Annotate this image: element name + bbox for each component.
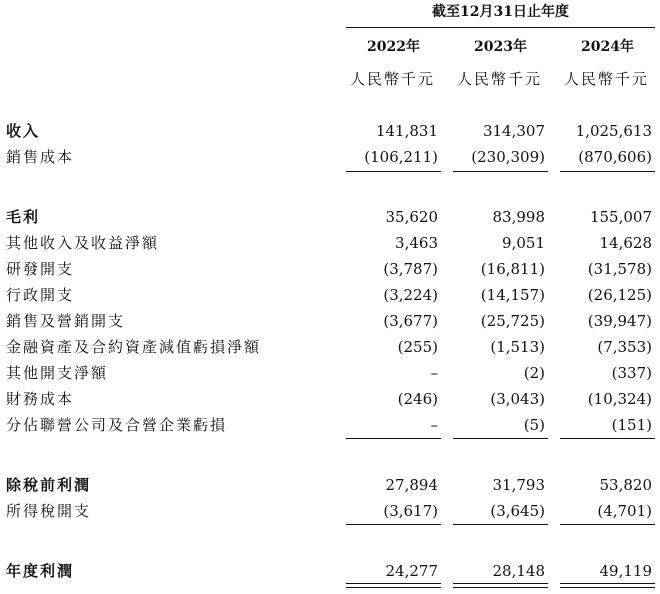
row-label-other-expenses: 其他開支淨額 <box>6 364 109 382</box>
other-income-2023: 9,051 <box>502 234 545 252</box>
subtotal-rule <box>453 171 548 172</box>
row-label-gross-profit: 毛利 <box>6 208 41 226</box>
row-label-selling: 銷售及營銷開支 <box>6 312 126 330</box>
year-2023-header: 2023年 <box>474 39 527 55</box>
profit-before-tax-2022: 27,894 <box>385 476 438 494</box>
row-label-rnd: 研發開支 <box>6 260 75 278</box>
subtotal-rule <box>560 438 655 439</box>
subtotal-rule <box>560 524 655 525</box>
selling-2024: (39,947) <box>587 312 652 330</box>
subtotal-rule <box>560 171 655 172</box>
row-label-income-tax: 所得稅開支 <box>6 502 92 520</box>
row-label-other-income: 其他收入及收益淨額 <box>6 234 160 252</box>
unit-2023: 人民幣千元 <box>456 70 542 88</box>
other-income-2024: 14,628 <box>599 234 652 252</box>
revenue-2023: 314,307 <box>482 122 545 140</box>
row-label-cost-of-sales: 銷售成本 <box>6 148 75 166</box>
admin-2024: (26,125) <box>587 286 652 304</box>
total-double-rule <box>453 583 548 584</box>
row-label-profit-for-year: 年度利潤 <box>6 562 75 580</box>
total-double-rule <box>560 583 655 584</box>
finance-costs-2024: (10,324) <box>587 390 652 408</box>
income-tax-2022: (3,617) <box>383 502 438 520</box>
subtotal-rule <box>346 438 441 439</box>
subtotal-rule <box>453 524 548 525</box>
impairment-2023: (1,513) <box>490 338 545 356</box>
row-label-admin: 行政開支 <box>6 286 75 304</box>
period-header: 截至12月31日止年度 <box>432 4 569 20</box>
profit-for-year-2023: 28,148 <box>492 562 545 580</box>
impairment-2024: (7,353) <box>597 338 652 356</box>
share-of-losses-2023: (5) <box>523 416 545 434</box>
impairment-2022: (255) <box>397 338 438 356</box>
subtotal-rule <box>453 438 548 439</box>
gross-profit-2024: 155,007 <box>589 208 652 226</box>
other-expenses-2024: (337) <box>611 364 652 382</box>
rnd-2022: (3,787) <box>383 260 438 278</box>
gross-profit-2023: 83,998 <box>492 208 545 226</box>
other-income-2022: 3,463 <box>395 234 438 252</box>
finance-costs-2023: (3,043) <box>490 390 545 408</box>
year-2022-header: 2022年 <box>367 39 420 55</box>
year-2024-header: 2024年 <box>581 39 634 55</box>
subtotal-rule <box>346 171 441 172</box>
income-tax-2024: (4,701) <box>597 502 652 520</box>
unit-2024: 人民幣千元 <box>563 70 649 88</box>
profit-before-tax-2023: 31,793 <box>492 476 545 494</box>
finance-costs-2022: (246) <box>397 390 438 408</box>
cost-of-sales-2024: (870,606) <box>578 148 652 166</box>
admin-2022: (3,224) <box>383 286 438 304</box>
row-label-share-of-losses: 分佔聯營公司及合營企業虧損 <box>6 416 228 434</box>
income-tax-2023: (3,645) <box>490 502 545 520</box>
revenue-2024: 1,025,613 <box>575 122 652 140</box>
selling-2022: (3,677) <box>383 312 438 330</box>
row-label-revenue: 收入 <box>6 122 41 140</box>
subtotal-rule <box>346 524 441 525</box>
total-double-rule <box>453 587 548 588</box>
gross-profit-2022: 35,620 <box>385 208 438 226</box>
admin-2023: (14,157) <box>480 286 545 304</box>
cost-of-sales-2022: (106,211) <box>364 148 438 166</box>
header-rule <box>346 27 655 28</box>
row-label-impairment: 金融資產及合約資產減值虧損淨額 <box>6 338 262 356</box>
row-label-profit-before-tax: 除稅前利潤 <box>6 476 92 494</box>
share-of-losses-2022: – <box>430 416 438 434</box>
total-double-rule <box>346 583 441 584</box>
selling-2023: (25,725) <box>480 312 545 330</box>
cost-of-sales-2023: (230,309) <box>471 148 545 166</box>
total-double-rule <box>346 587 441 588</box>
rnd-2023: (16,811) <box>480 260 545 278</box>
profit-for-year-2024: 49,119 <box>599 562 652 580</box>
other-expenses-2022: – <box>430 364 438 382</box>
rnd-2024: (31,578) <box>587 260 652 278</box>
share-of-losses-2024: (151) <box>611 416 652 434</box>
profit-before-tax-2024: 53,820 <box>599 476 652 494</box>
unit-2022: 人民幣千元 <box>349 70 435 88</box>
other-expenses-2023: (2) <box>523 364 545 382</box>
revenue-2022: 141,831 <box>375 122 438 140</box>
total-double-rule <box>560 587 655 588</box>
row-label-finance-costs: 財務成本 <box>6 390 75 408</box>
profit-for-year-2022: 24,277 <box>385 562 438 580</box>
